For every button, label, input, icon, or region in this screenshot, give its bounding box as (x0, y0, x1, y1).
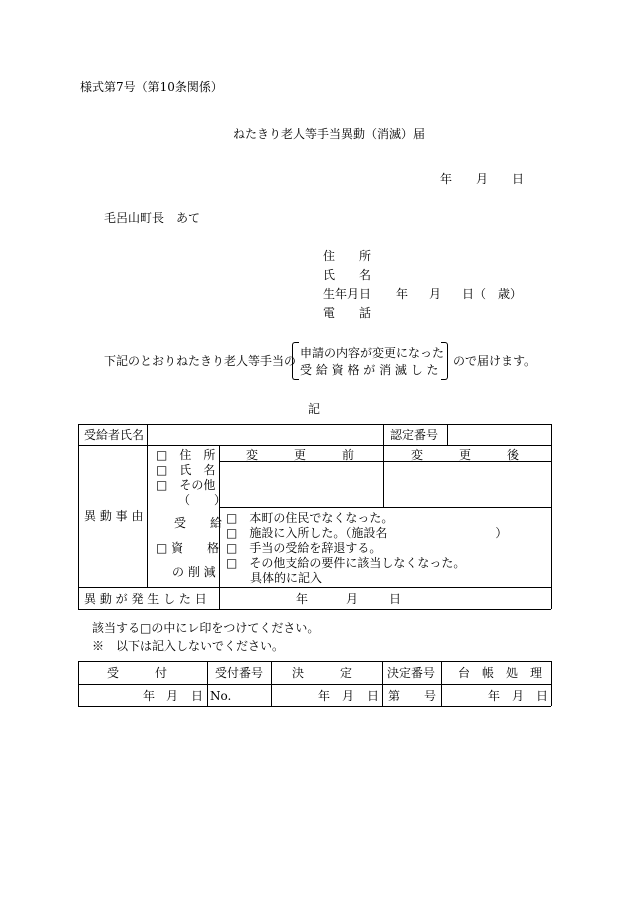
birth-day-age: 日（ 歳） (462, 287, 523, 301)
birth-month: 月 (429, 287, 442, 301)
decision-no-prefix: 第 (388, 689, 401, 703)
check-other: □ その他 (156, 478, 216, 492)
statement-prefix: 下記のとおりねたきり老人等手当の (104, 354, 297, 368)
office-header-decision: 決 定 (292, 666, 353, 680)
reason-item: □ その他支給の要件に該当しなくなった。 (226, 556, 466, 570)
receipt-day: 日 (191, 689, 204, 703)
statement-option-2: 受 給 資 格 が 消 滅 し た (300, 363, 439, 377)
check-address: □ 住 所 (156, 448, 216, 462)
check-other-paren: （ ） (178, 493, 227, 507)
birth-label: 生年月日 (323, 287, 372, 301)
after-label: 変 更 後 (411, 448, 520, 462)
office-header-ledger: 台 帳 処 理 (458, 666, 543, 680)
decision-year: 年 (318, 689, 331, 703)
loss-line-2: □ 資 格 (156, 541, 220, 555)
reason-item: □ 施設に入所した。（施設名 ） (226, 526, 508, 540)
change-reason-label: 異 動 事 由 (84, 509, 144, 523)
ledger-year: 年 (488, 689, 501, 703)
reason-item: □ 手当の受給を辞退する。 (226, 541, 382, 555)
recipient-name-label: 受給者氏名 (84, 428, 145, 442)
occurred-label: 異 動 が 発 生 し た 日 (84, 592, 207, 606)
addressee: 毛呂山町長 あて (104, 211, 201, 225)
occurred-year: 年 (296, 592, 309, 606)
office-header-decision-no: 決定番号 (387, 666, 436, 680)
reason-item: □ 本町の住民でなくなった。 (226, 511, 394, 525)
loss-line-3: の 削 減 (172, 565, 216, 579)
name-label: 氏 名 (323, 268, 372, 282)
reason-item: 具体的に記入 (226, 571, 323, 585)
date-month: 月 (476, 172, 489, 186)
date-day: 日 (512, 172, 525, 186)
ledger-day: 日 (536, 689, 549, 703)
decision-no-suffix: 号 (424, 689, 437, 703)
statement-option-1: 申請の内容が変更になった (300, 346, 445, 360)
loss-line-1: 受 給 (174, 516, 223, 530)
form-title: ねたきり老人等手当異動（消滅）届 (233, 127, 426, 141)
note-check: 該当する□の中にレ印をつけてください。 (92, 621, 320, 635)
statement-suffix: ので届けます。 (453, 354, 537, 368)
occurred-day: 日 (389, 592, 402, 606)
phone-label: 電 話 (323, 306, 372, 320)
office-header-receipt: 受 付 (107, 666, 168, 680)
decision-month: 月 (342, 689, 355, 703)
bracket-right (441, 342, 448, 380)
office-header-receipt-no: 受付番号 (215, 666, 264, 680)
form-number: 様式第7号（第10条関係） (80, 80, 223, 94)
receipt-no: No. (210, 689, 232, 703)
ki-heading: 記 (308, 402, 321, 416)
ledger-month: 月 (512, 689, 525, 703)
before-label: 変 更 前 (246, 448, 355, 462)
receipt-month: 月 (166, 689, 179, 703)
address-label: 住 所 (323, 249, 372, 263)
bracket-left (292, 342, 299, 380)
check-name: □ 氏 名 (156, 463, 216, 477)
decision-day: 日 (367, 689, 380, 703)
receipt-year: 年 (143, 689, 156, 703)
occurred-month: 月 (346, 592, 359, 606)
birth-year: 年 (396, 287, 409, 301)
cert-number-label: 認定番号 (390, 428, 439, 442)
date-year: 年 (440, 172, 453, 186)
note-office-only: ※ 以下は記入しないでください。 (92, 639, 285, 653)
